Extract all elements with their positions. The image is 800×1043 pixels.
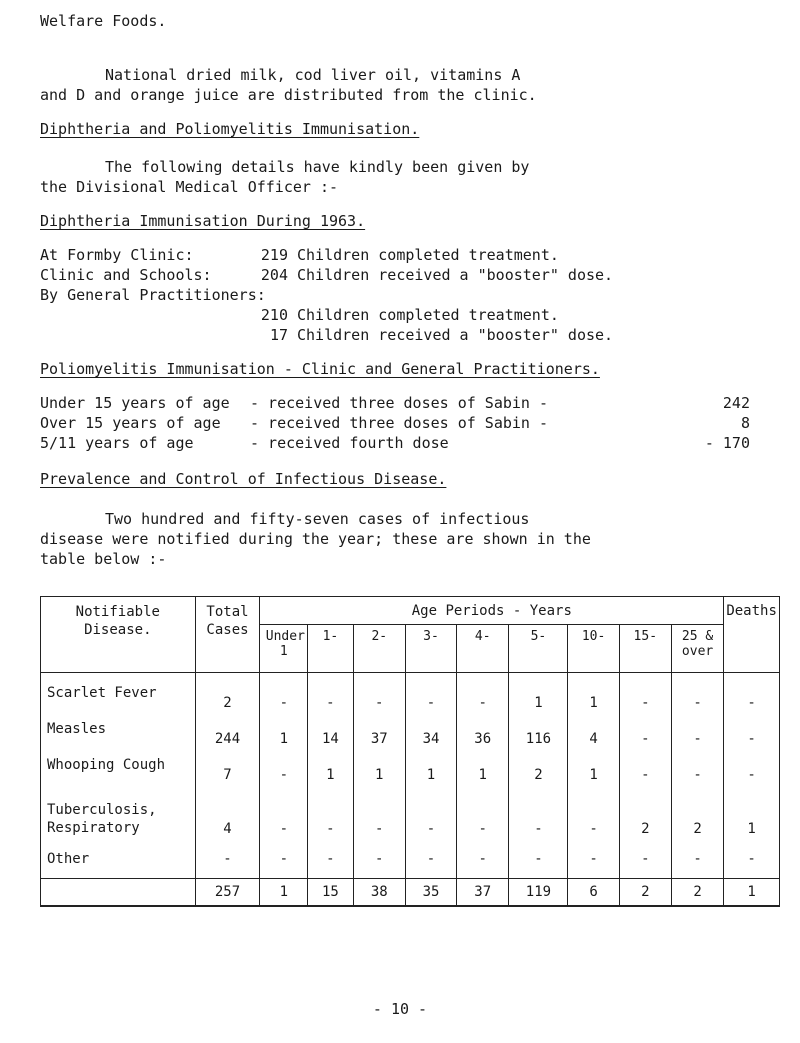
row-age-cell: -	[619, 841, 671, 879]
row-age-cell: 1	[568, 757, 619, 793]
row-age-cell: -	[568, 841, 619, 879]
row-age-cell: -	[353, 841, 405, 879]
row-disease: Measles	[41, 721, 196, 757]
row-age-cell: 1	[353, 757, 405, 793]
totals-age-cell: 2	[619, 879, 671, 907]
row-age-cell: -	[405, 685, 456, 721]
totals-age-cell: 6	[568, 879, 619, 907]
polio-line-2-group: Over 15 years of age	[40, 414, 221, 432]
header-disease-label: Notifiable Disease.	[75, 604, 160, 638]
polio-line-3-group: 5/11 years of age	[40, 434, 194, 452]
prevalence-heading: Prevalence and Control of Infectious Disease.	[40, 470, 447, 488]
row-age-cell: -	[260, 793, 308, 841]
prevalence-para-line-2: disease were notified during the year; these are shown in the	[40, 530, 591, 548]
row-disease: Scarlet Fever	[41, 685, 196, 721]
totals-label-empty	[41, 879, 196, 907]
row-age-cell: 2	[509, 757, 568, 793]
age-col-15: 15-	[619, 625, 671, 673]
polio-line-3-value: - 170	[704, 434, 750, 452]
infectious-disease-table	[40, 596, 780, 907]
header-deaths: Deaths	[724, 597, 780, 673]
diphtheria-1963-heading: Diphtheria Immunisation During 1963.	[40, 212, 366, 230]
age-col-1: 1-	[308, 625, 353, 673]
prevalence-para-line-1: Two hundred and fifty-seven cases of infectious	[105, 510, 530, 528]
row-age-cell: -	[568, 793, 619, 841]
row-age-cell: 1	[308, 757, 353, 793]
diph-line-5-count: 17	[269, 326, 288, 344]
age-col-3: 3-	[405, 625, 456, 673]
row-age-cell: 14	[308, 721, 353, 757]
diph-polio-para-line-2: the Divisional Medical Officer :-	[40, 178, 339, 196]
row-disease: Other	[41, 841, 196, 879]
row-age-cell: 2	[671, 793, 723, 841]
age-col-25-over	[671, 625, 723, 673]
row-age-cell: -	[260, 685, 308, 721]
table-row	[41, 685, 780, 721]
diph-line-2-label: Clinic and Schools:	[40, 266, 212, 284]
row-deaths: -	[724, 757, 780, 793]
header-total-label: Total Cases	[206, 604, 249, 638]
polio-heading: Poliomyelitis Immunisation - Clinic and General Practitioners.	[40, 360, 600, 378]
polio-line-2-desc: - received three doses of Sabin -	[250, 414, 549, 432]
row-age-cell: -	[260, 757, 308, 793]
totals-row	[41, 879, 780, 907]
totals-age-cell: 2	[671, 879, 723, 907]
row-total: 244	[195, 721, 260, 757]
diph-line-3-label: By General Practitioners:	[40, 286, 266, 304]
row-age-cell: 1	[457, 757, 509, 793]
row-total: -	[195, 841, 260, 879]
diph-line-2-count: 204	[260, 266, 288, 284]
diph-line-1-text: Children completed treatment.	[297, 246, 559, 264]
table-row	[41, 721, 780, 757]
table-row	[41, 841, 780, 879]
welfare-para-line-2: and D and orange juice are distributed from the clinic.	[40, 86, 537, 104]
diph-line-1-label: At Formby Clinic:	[40, 246, 194, 264]
row-age-cell: -	[353, 793, 405, 841]
polio-line-3-desc: - received fourth dose	[250, 434, 449, 452]
row-age-cell: 37	[353, 721, 405, 757]
totals-age-cell: 15	[308, 879, 353, 907]
diph-line-2-text: Children received a "booster" dose.	[297, 266, 614, 284]
row-total: 7	[195, 757, 260, 793]
welfare-heading: Welfare Foods.	[40, 12, 167, 30]
polio-line-2-value: 8	[740, 414, 750, 432]
totals-age-cell: 35	[405, 879, 456, 907]
row-age-cell: -	[619, 721, 671, 757]
row-age-cell: 1	[568, 685, 619, 721]
diph-line-1-count: 219	[260, 246, 288, 264]
age-col-10: 10-	[568, 625, 619, 673]
row-age-cell: -	[260, 841, 308, 879]
age-col-under-1	[260, 625, 308, 673]
row-age-cell: -	[671, 757, 723, 793]
polio-line-1-group: Under 15 years of age	[40, 394, 230, 412]
row-age-cell: -	[308, 685, 353, 721]
row-age-cell: -	[457, 685, 509, 721]
polio-line-1-value: 242	[722, 394, 750, 412]
totals-age-cell: 38	[353, 879, 405, 907]
diph-line-4-text: Children completed treatment.	[297, 306, 559, 324]
row-age-cell: 1	[405, 757, 456, 793]
row-age-cell: -	[619, 685, 671, 721]
row-age-cell: -	[308, 793, 353, 841]
row-age-cell: 4	[568, 721, 619, 757]
row-deaths: -	[724, 721, 780, 757]
row-age-cell: 2	[619, 793, 671, 841]
row-age-cell: -	[457, 841, 509, 879]
row-age-cell: -	[509, 793, 568, 841]
diph-polio-para-line-1: The following details have kindly been given by	[105, 158, 530, 176]
totals-age-cell: 1	[260, 879, 308, 907]
header-age-periods: Age Periods - Years	[260, 597, 724, 625]
row-age-cell: 34	[405, 721, 456, 757]
row-deaths: 1	[724, 793, 780, 841]
row-deaths: -	[724, 685, 780, 721]
row-disease	[41, 793, 196, 841]
row-age-cell: -	[457, 793, 509, 841]
table-spacer	[41, 673, 780, 685]
totals-age-cell: 119	[509, 879, 568, 907]
totals-total: 257	[195, 879, 260, 907]
row-age-cell: -	[405, 793, 456, 841]
age-col-4: 4-	[457, 625, 509, 673]
row-age-cell: -	[509, 841, 568, 879]
age-col-2: 2-	[353, 625, 405, 673]
table-row	[41, 757, 780, 793]
diph-polio-heading: Diphtheria and Poliomyelitis Immunisation.	[40, 120, 420, 138]
header-disease	[41, 597, 196, 673]
row-age-cell: 1	[509, 685, 568, 721]
row-disease: Whooping Cough	[41, 757, 196, 793]
row-total: 2	[195, 685, 260, 721]
row-age-cell: -	[405, 841, 456, 879]
prevalence-para-line-3: table below :-	[40, 550, 167, 568]
row-disease-label: Tuberculosis, Respiratory	[47, 801, 157, 836]
header-total	[195, 597, 260, 673]
age-col-under-1-label: Under 1	[265, 629, 305, 659]
polio-line-1-desc: - received three doses of Sabin -	[250, 394, 549, 412]
row-age-cell: -	[671, 685, 723, 721]
age-col-5: 5-	[509, 625, 568, 673]
table-row	[41, 793, 780, 841]
row-age-cell: -	[308, 841, 353, 879]
welfare-para-line-1: National dried milk, cod liver oil, vitamins A	[105, 66, 521, 84]
row-total: 4	[195, 793, 260, 841]
row-age-cell: -	[671, 721, 723, 757]
row-age-cell: -	[353, 685, 405, 721]
row-age-cell: 1	[260, 721, 308, 757]
page-number: - 10 -	[372, 1000, 428, 1018]
row-age-cell: -	[671, 841, 723, 879]
diph-line-4-count: 210	[260, 306, 288, 324]
row-age-cell: 36	[457, 721, 509, 757]
age-col-25-over-label: 25 & over	[681, 629, 714, 659]
row-age-cell: 116	[509, 721, 568, 757]
row-age-cell: -	[619, 757, 671, 793]
row-deaths: -	[724, 841, 780, 879]
totals-age-cell: 37	[457, 879, 509, 907]
diph-line-5-text: Children received a "booster" dose.	[297, 326, 614, 344]
totals-deaths: 1	[724, 879, 780, 907]
